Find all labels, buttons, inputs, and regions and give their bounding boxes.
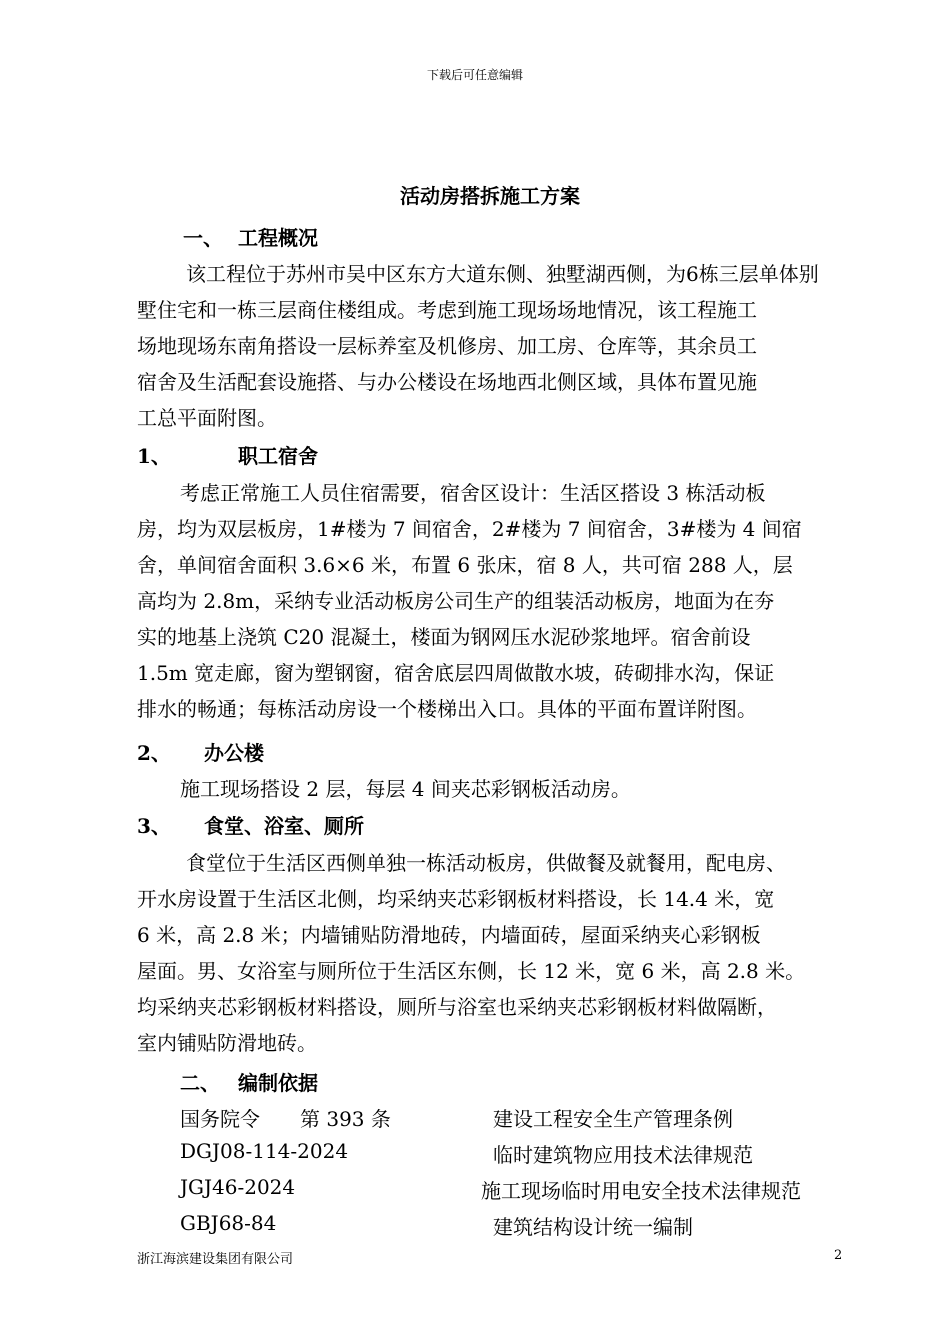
reference-name: 施工现场临时用电安全技术法律规范: [481, 1179, 801, 1203]
reference-code: JGJ46-2024: [180, 1175, 296, 1199]
subsection-heading: 办公楼: [204, 741, 264, 765]
section-heading: 工程概况: [238, 226, 318, 250]
paragraph-line: 舍，单间宿舍面积 3.6×6 米，布置 6 张床，宿 8 人，共可宿 288 人，层: [137, 553, 793, 577]
paragraph-line: 工总平面附图。: [137, 406, 277, 430]
paragraph-line: 室内铺贴防滑地砖。: [137, 1031, 317, 1055]
paragraph-line: 排水的畅通；每栋活动房设一个楼梯出入口。具体的平面布置详附图。: [137, 697, 757, 721]
section-heading: 编制依据: [238, 1071, 318, 1095]
paragraph-line: 施工现场搭设 2 层，每层 4 间夹芯彩钢板活动房。: [180, 777, 631, 801]
document-title: 活动房搭拆施工方案: [400, 184, 580, 208]
subsection-number: 1、: [137, 444, 171, 468]
subsection-number: 3、: [137, 814, 171, 838]
page-header: 下载后可任意编辑: [426, 68, 523, 82]
paragraph-line: 高均为 2.8m，采纳专业活动板房公司生产的组装活动板房，地面为在夯: [137, 589, 775, 613]
paragraph-line: 考虑正常施工人员住宿需要，宿舍区设计：生活区搭设 3 栋活动板: [180, 481, 766, 505]
paragraph-line: 该工程位于苏州市吴中区东方大道东侧、独墅湖西侧，为6栋三层单体别: [186, 262, 819, 286]
paragraph-line: 6 米，高 2.8 米；内墙铺贴防滑地砖，内墙面砖，屋面采纳夹心彩钢板: [137, 923, 761, 947]
footer-company: 浙江海滨建设集团有限公司: [137, 1252, 294, 1267]
paragraph-line: 场地现场东南角搭设一层标养室及机修房、加工房、仓库等，其余员工: [137, 334, 757, 358]
page-number: 2: [834, 1248, 843, 1263]
reference-code: GBJ68-84: [180, 1211, 277, 1235]
paragraph-line: 1.5m 宽走廊，窗为塑钢窗，宿舍底层四周做散水坡，砖砌排水沟，保证: [137, 661, 775, 685]
paragraph-line: 房，均为双层板房，1#楼为 7 间宿舍，2#楼为 7 间宿舍，3#楼为 4 间宿: [137, 517, 802, 541]
section-number: 二、: [180, 1071, 220, 1095]
paragraph-line: 屋面。男、女浴室与厕所位于生活区东侧，长 12 米，宽 6 米，高 2.8 米。: [137, 959, 806, 983]
paragraph-line: 食堂位于生活区西侧单独一栋活动板房，供做餐及就餐用，配电房、: [186, 851, 786, 875]
paragraph-line: 实的地基上浇筑 C20 混凝土，楼面为钢网压水泥砂浆地坪。宿舍前设: [137, 625, 751, 649]
reference-name: 建设工程安全生产管理条例: [493, 1107, 733, 1131]
section-number: 一、: [183, 226, 223, 250]
reference-name: 建筑结构设计统一编制: [493, 1215, 693, 1239]
paragraph-line: 墅住宅和一栋三层商住楼组成。考虑到施工现场场地情况，该工程施工: [137, 298, 757, 322]
reference-name: 临时建筑物应用技术法律规范: [493, 1143, 753, 1167]
subsection-heading: 职工宿舍: [238, 444, 318, 468]
reference-code: DGJ08-114-2024: [180, 1139, 349, 1163]
subsection-number: 2、: [137, 741, 171, 765]
subsection-heading: 食堂、浴室、厕所: [204, 814, 364, 838]
paragraph-line: 宿舍及生活配套设施搭、与办公楼设在场地西北侧区域，具体布置见施: [137, 370, 757, 394]
reference-code: 国务院令 第 393 条: [180, 1107, 391, 1131]
paragraph-line: 均采纳夹芯彩钢板材料搭设，厕所与浴室也采纳夹芯彩钢板材料做隔断，: [137, 995, 777, 1019]
paragraph-line: 开水房设置于生活区北侧，均采纳夹芯彩钢板材料搭设，长 14.4 米，宽: [137, 887, 775, 911]
